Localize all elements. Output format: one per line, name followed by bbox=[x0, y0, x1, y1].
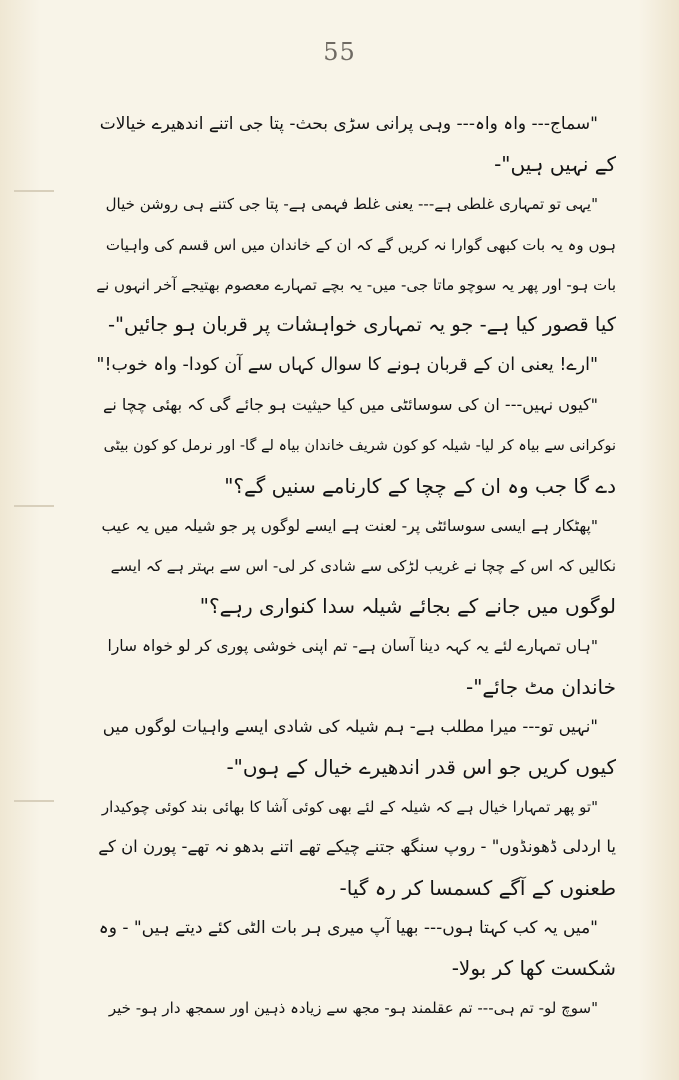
text-line: "سماج--- واہ واہ--- وہی پرانی سڑی بحث- پتا جی اتنے اندھیرے خیالات bbox=[99, 114, 598, 134]
text-line: لوگوں میں جانے کے بجائے شیلہ سدا کنواری رہے؟" bbox=[199, 594, 616, 619]
text-line: "کیوں نہیں--- ان کی سوسائٹی میں کیا حیثیت ہو جائے گی کہ بھئی چچا نے bbox=[103, 395, 598, 415]
text-line: کے نہیں ہیں"- bbox=[494, 152, 616, 177]
text-line: بات ہو- اور پھر یہ سوچو ماتا جی- میں- یہ بچے تمہارے معصوم بھتیجے آخر انہوں نے bbox=[96, 275, 616, 294]
faded-margin-mark bbox=[14, 190, 54, 192]
text-line: خاندان مٹ جائے"- bbox=[466, 674, 616, 699]
text-line: یا اردلی ڈھونڈوں" - روپ سنگھ جتنے چیکے تھے اتنے بدھو نہ تھے- پورن ان کے bbox=[98, 837, 616, 857]
faded-margin-mark bbox=[14, 800, 54, 802]
text-line: ہوں وہ یہ بات کبھی گوارا نہ کریں گے کہ ان کے خاندان میں اس قسم کی واہیات bbox=[105, 235, 616, 254]
page-number: 55 bbox=[323, 38, 356, 66]
text-line: شکست کھا کر بولا- bbox=[451, 955, 616, 980]
text-line: "ہاں تمہارے لئے یہ کہہ دینا آسان ہے- تم اپنی خوشی پوری کر لو خواہ سارا bbox=[107, 637, 598, 656]
text-line: طعنوں کے آگے کسمسا کر رہ گیا- bbox=[339, 875, 616, 900]
text-line: نوکرانی سے بیاہ کر لیا- شیلہ کو کون شریف خاندان بیاہ لے گا- اور نرمل کو کون بیٹی bbox=[103, 437, 616, 454]
text-line: "سوچ لو- تم ہی--- تم عقلمند ہو- مجھ سے زیادہ ذہین اور سمجھ دار ہو- خیر bbox=[108, 999, 598, 1018]
text-line: "تو پھر تمہارا خیال ہے کہ شیلہ کے لئے بھی کوئی آشا کا بھائی بند کوئی چوکیدار bbox=[101, 798, 598, 817]
text-line: کیا قصور کیا ہے- جو یہ تمہاری خواہشات پر قربان ہو جائیں"- bbox=[107, 312, 616, 336]
text-line: "یہی تو تمہاری غلطی ہے--- یعنی غلط فہمی ہے- پتا جی کتنے ہی روشن خیال bbox=[105, 195, 598, 214]
faded-margin-mark bbox=[14, 505, 54, 507]
text-line: "نہیں تو--- میرا مطلب ہے- ہم شیلہ کی شادی ایسے واہیات لوگوں میں bbox=[102, 716, 598, 736]
text-line: "میں یہ کب کہتا ہوں--- بھیا آپ میری ہر بات الٹی کئے دیتے ہیں" - وہ bbox=[98, 917, 598, 938]
text-line: نکالیں کہ اس کے چچا نے غریب لڑکی سے شادی کر لی- اس سے بہتر ہے کہ ایسے bbox=[110, 557, 616, 576]
text-line: "ارے! یعنی ان کے قربان ہونے کا سوال کہاں سے آن کودا- واہ خوب!" bbox=[96, 355, 598, 376]
text-line: کیوں کریں جو اس قدر اندھیرے خیال کے ہوں"- bbox=[226, 755, 616, 779]
text-line: دے گا جب وہ ان کے چچا کے کارنامے سنیں گے؟" bbox=[224, 473, 616, 498]
text-line: "پھٹکار ہے ایسی سوسائٹی پر- لعنت ہے ایسے لوگوں پر جو شیلہ میں یہ عیب bbox=[101, 516, 598, 535]
body-text bbox=[96, 104, 616, 1028]
